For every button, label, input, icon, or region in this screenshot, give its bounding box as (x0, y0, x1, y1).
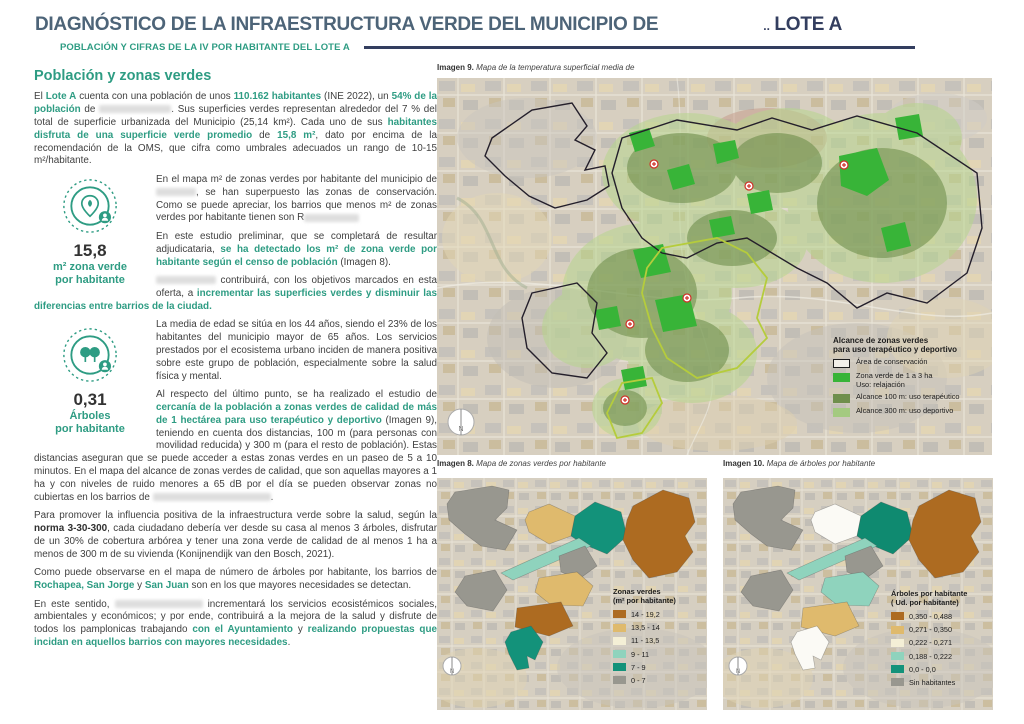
legend-item: 0 - 7 (613, 676, 707, 685)
swatch (613, 650, 626, 658)
north-arrow (728, 656, 748, 681)
legend-item: 0,0 - 0,0 (891, 665, 987, 674)
swatch (613, 624, 626, 632)
map-green-area-per-inhabitant (437, 478, 707, 710)
redacted-text (156, 188, 196, 196)
swatch (891, 639, 904, 647)
paragraph-population: El Lote A cuenta con una población de unos 110.162 habitantes (INE 2022), un 54% de la población de . Sus superficies verdes representan alrededor del 7 % del total de superficie urbanizada del Municipio (25,14 km²). Cada uno de sus habitantes disfruta de una superficie verde promedio de 15,8 m², dato por encima de la recomendación de la OMS, que cifra como umbrales adecuados un rango de 10-15 m²/habitante. (34, 91, 437, 167)
swatch (613, 663, 626, 671)
swatch (613, 610, 626, 618)
stat-label: m² zona verde por habitante (53, 260, 127, 286)
header-rule (364, 46, 915, 49)
svg-text:N: N (449, 669, 455, 675)
caption-imagen-9: Imagen 9. Mapa de la temperatura superficial media de (437, 63, 635, 72)
trees-icon (62, 327, 118, 383)
legend-green-area: Zonas verdes (m² por habitante) 14 - 19,2 13,5 - 14 11 - 13,5 9 - 11 7 - 9 0 - 7 (613, 588, 707, 685)
legend-item: Alcance 100 m: uso terapéutico (833, 393, 991, 403)
swatch (891, 665, 904, 673)
swatch (613, 637, 626, 645)
pin-leaf-icon (62, 178, 118, 234)
page-title (35, 14, 995, 36)
svg-text:N: N (458, 426, 464, 433)
paragraph-norma-3-30-300: Para promover la influencia positiva de la infraestructura verde sobre la salud, según la norma 3-30-300, cada ciudadano debería ver desde su casa al menos 3 árboles, disfrutar de un 30% de cobertura arbórea y tener una zona verde de calidad de al menos 1 ha a menos de 300 m de su vivienda (Konijnendijk van den Bosch, 2021). (34, 510, 437, 560)
legend-item: 0,271 - 0,350 (891, 625, 987, 634)
page-subtitle-row (60, 42, 915, 53)
legend-item: 7 - 9 (613, 663, 707, 672)
paragraph-map-overlay: En el mapa m² de zonas verdes por habitante del municipio de , se han superpuesto las zonas de conservación. Como se puede apreciar, los barrios que menos m² de zonas verdes por habitante tienen son R (156, 173, 437, 224)
swatch (891, 678, 904, 686)
title-separator: .. (763, 19, 770, 33)
paragraph-study: En este estudio preliminar, que se completará de resultar adjudicataria, se ha detectado los m² de zona verde por habitante según el censo de población (Imagen 8). (156, 230, 438, 268)
page-subtitle: POBLACIÓN Y CIFRAS DE LA IV POR HABITANTE DEL LOTE A (60, 42, 350, 53)
swatch-300m (833, 408, 850, 417)
redacted-text (153, 493, 271, 501)
legend-trees: Árboles por habitante ( Ud. por habitante) 0,350 - 0,488 0,271 - 0,350 0,222 - 0,271 0,188 - 0,222 0,0 - 0,0 Sin habitantes (891, 590, 987, 687)
caption-imagen-10: Imagen 10. Mapa de árboles por habitante (723, 459, 876, 468)
legend-item: Zona verde de 1 a 3 ha Uso: relajación (833, 372, 991, 389)
legend-item: 0,350 - 0,488 (891, 612, 987, 621)
paragraph-contribution: contribuirá, con los objetivos marcados en esta oferta, a incrementar las superficies verdes y disminuir las diferencias entre barrios de la ciudad. (34, 274, 437, 312)
stat-green-area-per-inhabitant (34, 178, 146, 287)
section-heading: Población y zonas verdes (34, 68, 212, 84)
stat-value: 0,31 (73, 390, 107, 409)
redacted-text (99, 105, 171, 113)
swatch-green-zone (833, 373, 850, 382)
redacted-text (304, 214, 359, 222)
legend-item: 14 - 19,2 (613, 610, 707, 619)
legend-item: 11 - 13,5 (613, 636, 707, 645)
redacted-text (156, 276, 216, 284)
title-lote: LOTE A (774, 14, 843, 35)
legend-item: Sin habitantes (891, 678, 987, 687)
svg-text:N: N (735, 669, 741, 675)
stat-value: 15,8 (73, 240, 107, 260)
caption-imagen-8: Imagen 8. Mapa de zonas verdes por habitante (437, 459, 607, 468)
stat-trees-per-inhabitant (34, 327, 146, 436)
swatch (613, 676, 626, 684)
swatch-conservation-area (833, 359, 850, 368)
title-text: DIAGNÓSTICO DE LA INFRAESTRUCTURA VERDE DEL MUNICIPIO DE (35, 14, 659, 35)
paragraph-closing: En este sentido, incrementará los servicios ecosistémicos sociales, ambientales y económicos; y por ende, contribuirá a la mejora de la salud y disfrute de todos los pamplonicas trabajando con el Ayuntamiento y realizando propuestas que incidan en aquellos barrios con mayores necesidades. (34, 598, 437, 649)
map-trees-per-inhabitant (723, 478, 993, 710)
north-arrow (447, 408, 475, 441)
article (34, 68, 437, 656)
stat-label: Árboles por habitante (55, 410, 125, 435)
swatch (891, 612, 904, 620)
north-arrow (442, 656, 462, 681)
legend-item: Área de conservación (833, 358, 991, 368)
paragraph-proximity: Al respecto del último punto, se ha realizado el estudio de cercanía de la población a zonas verdes de calidad de más de 1 hectárea para uso terapéutico y deportivo (Imagen 9), teniendo en cuenta dos distancias, 100 m (para personas con movilidad reducida) y 300 m (para el resto de población). Estas distancias aseguran que se puede acceder a estas zonas verdes en un paseo de 5 a 10 minutos. En el mapa del alcance de zonas verdes de calidad, que son aquellas mayores a 1 ha y con niveles de ruido menores a 65 dB por el día se pueden observar zonas no cubiertas en los barrios de . (34, 388, 437, 503)
legend-item: 0,188 - 0,222 (891, 652, 987, 661)
swatch (891, 626, 904, 634)
legend-item: 13,5 - 14 (613, 623, 707, 632)
paragraph-neighbourhoods: Como puede observarse en el mapa de número de árboles por habitante, los barrios de Rochapea, San Jorge y San Juan son en los que mayores necesidades se detectan. (34, 567, 437, 592)
legend-item: 0,222 - 0,271 (891, 638, 987, 647)
legend-item: Alcance 300 m: uso deportivo (833, 407, 991, 417)
swatch (891, 652, 904, 660)
map-green-zones-reach (437, 78, 992, 455)
paragraph-age: La media de edad se sitúa en los 44 años, siendo el 23% de los habitantes del municipio mayor de 65 años. Los servicios prestados por el ecosistema urbano inciden de manera positiva sobre este grupo de población, especialmente sobre la salud física y mental. (156, 319, 437, 382)
legend-green-zones-reach: Alcance de zonas verdes para uso terapéutico y deportivo Área de conservación Zona verde de 1 a 3 ha Uso: relajación Alcance 100 m: uso terapéutico Alcance 300 m: uso deportivo (833, 336, 991, 417)
swatch-100m (833, 394, 850, 403)
legend-item: 9 - 11 (613, 650, 707, 659)
redacted-text (115, 600, 203, 608)
